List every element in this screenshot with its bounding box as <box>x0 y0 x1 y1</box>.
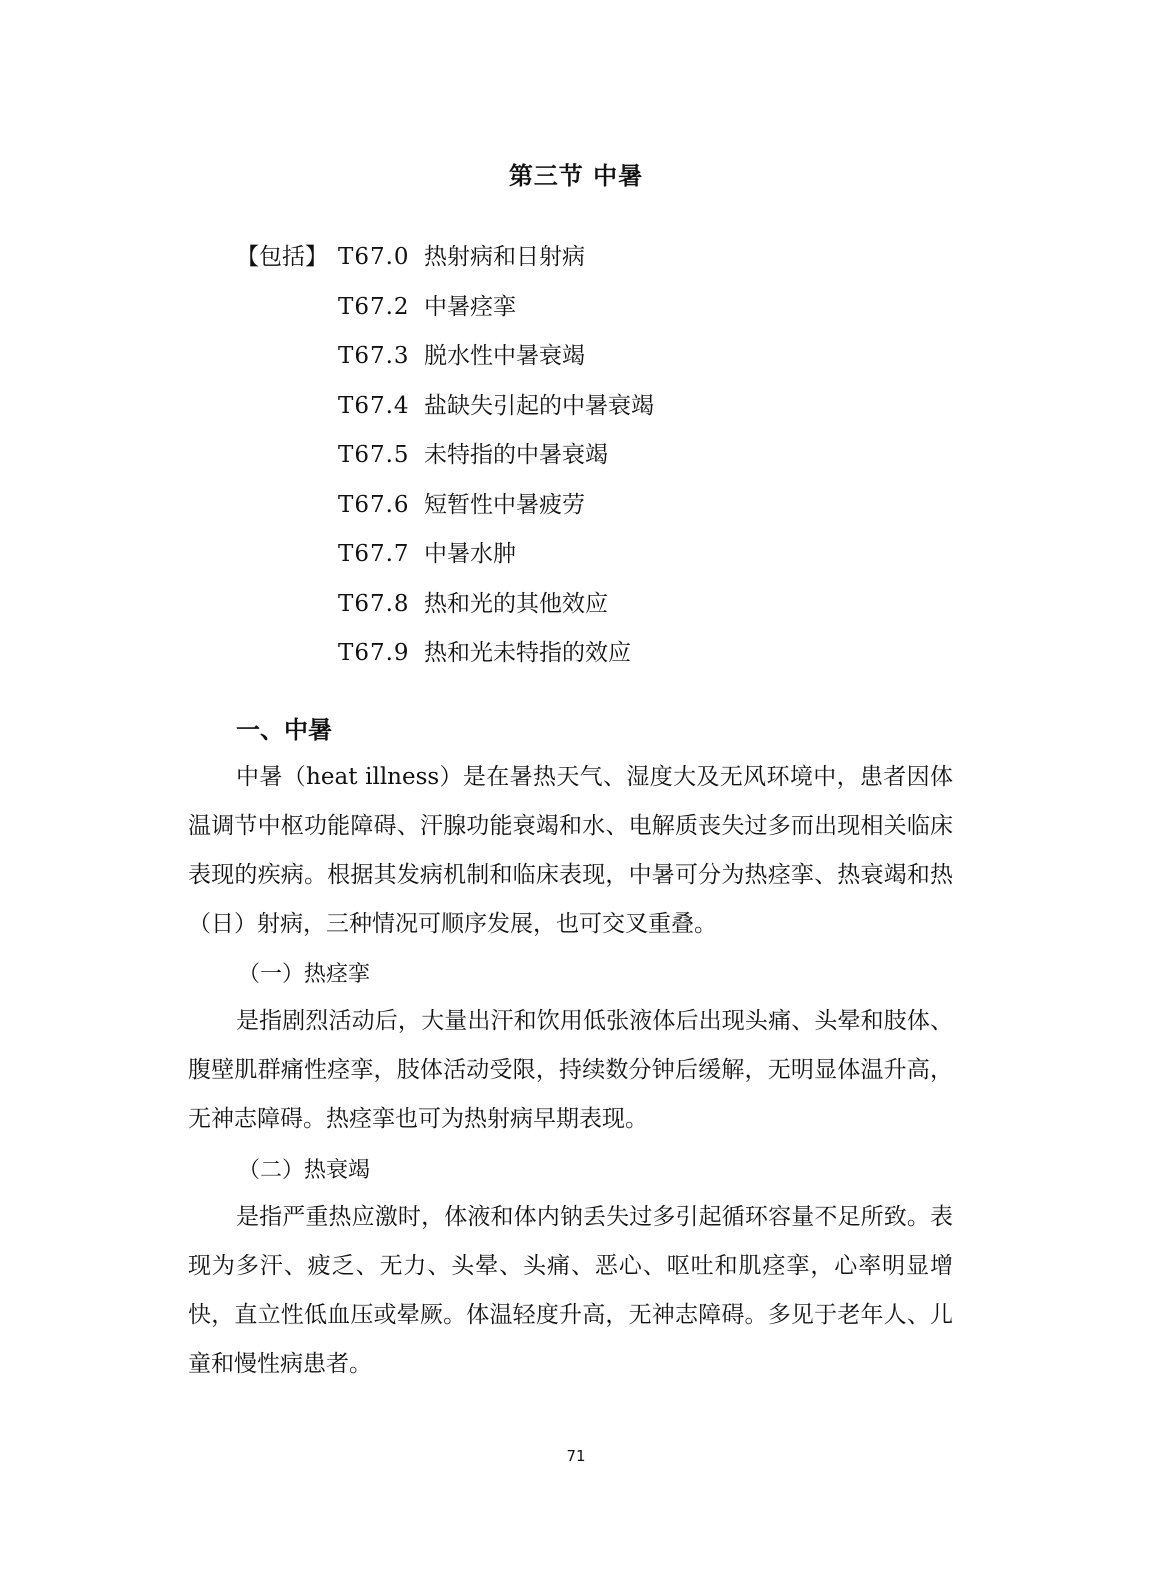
code-description: 短暂性中暑疲劳 <box>424 491 585 518</box>
code-description: 脱水性中暑衰竭 <box>424 343 585 369</box>
page-title: 第三节 中暑 <box>508 162 644 190</box>
code-number: T67.7 <box>338 541 410 567</box>
code-description: 未特指的中暑衰竭 <box>424 442 608 468</box>
code-description: 中暑痉挛 <box>424 293 516 320</box>
code-row <box>338 585 654 635</box>
code-description: 热射病和日射病 <box>424 244 585 270</box>
code-description: 盐缺失引起的中暑衰竭 <box>424 392 654 419</box>
code-row <box>338 337 654 387</box>
code-number: T67.9 <box>338 640 410 666</box>
code-description: 热和光未特指的效应 <box>424 640 631 666</box>
includes-label: 【包括】 <box>236 244 328 270</box>
code-number: T67.0 <box>338 244 410 270</box>
code-number: T67.2 <box>338 293 410 320</box>
code-row <box>338 436 654 486</box>
code-row <box>338 288 654 338</box>
section-heading: 一、中暑 <box>236 716 332 744</box>
code-number: T67.5 <box>338 442 410 468</box>
code-number: T67.3 <box>338 343 410 369</box>
heat-exhaustion-paragraph: 是指严重热应激时，体液和体内钠丢失过多引起循环容量不足所致。表现为多汗、疲乏、无力、头晕、头痛、恶心、呕吐和肌痉挛，心率明显增快，直立性低血压或晕厥。体温轻度升高，无神志障碍。多见于老年人、儿童和慢性病患者。 <box>188 1204 953 1377</box>
code-number: T67.6 <box>338 491 410 518</box>
code-row <box>338 486 654 536</box>
heat-cramps-paragraph: 是指剧烈活动后，大量出汗和饮用低张液体后出现头痛、头晕和肢体、腹壁肌群痛性痉挛，肢体活动受限，持续数分钟后缓解，无明显体温升高，无神志障碍。热痉挛也可为热射病早期表现。 <box>188 1008 953 1132</box>
page-number: 71 <box>566 1447 586 1465</box>
intro-paragraph: 中暑（heat illness）是在暑热天气、湿度大及无风环境中，患者因体温调节中枢功能障碍、汗腺功能衰竭和水、电解质丧失过多而出现相关临床表现的疾病。根据其发病机制和临床表现，中暑可分为热痉挛、热衰竭和热（日）射病，三种情况可顺序发展，也可交叉重叠。 <box>188 764 953 937</box>
code-number: T67.4 <box>338 392 410 419</box>
code-row <box>338 238 654 288</box>
code-row <box>338 387 654 437</box>
code-row <box>338 634 654 684</box>
code-description: 热和光的其他效应 <box>424 590 608 617</box>
code-description: 中暑水肿 <box>424 541 516 567</box>
subsection-heading-heat-exhaustion: （二）热衰竭 <box>238 1158 371 1183</box>
subsection-heading-heat-cramps: （一）热痉挛 <box>238 962 371 987</box>
code-number: T67.8 <box>338 590 410 617</box>
code-list <box>338 238 654 684</box>
code-row <box>338 535 654 585</box>
